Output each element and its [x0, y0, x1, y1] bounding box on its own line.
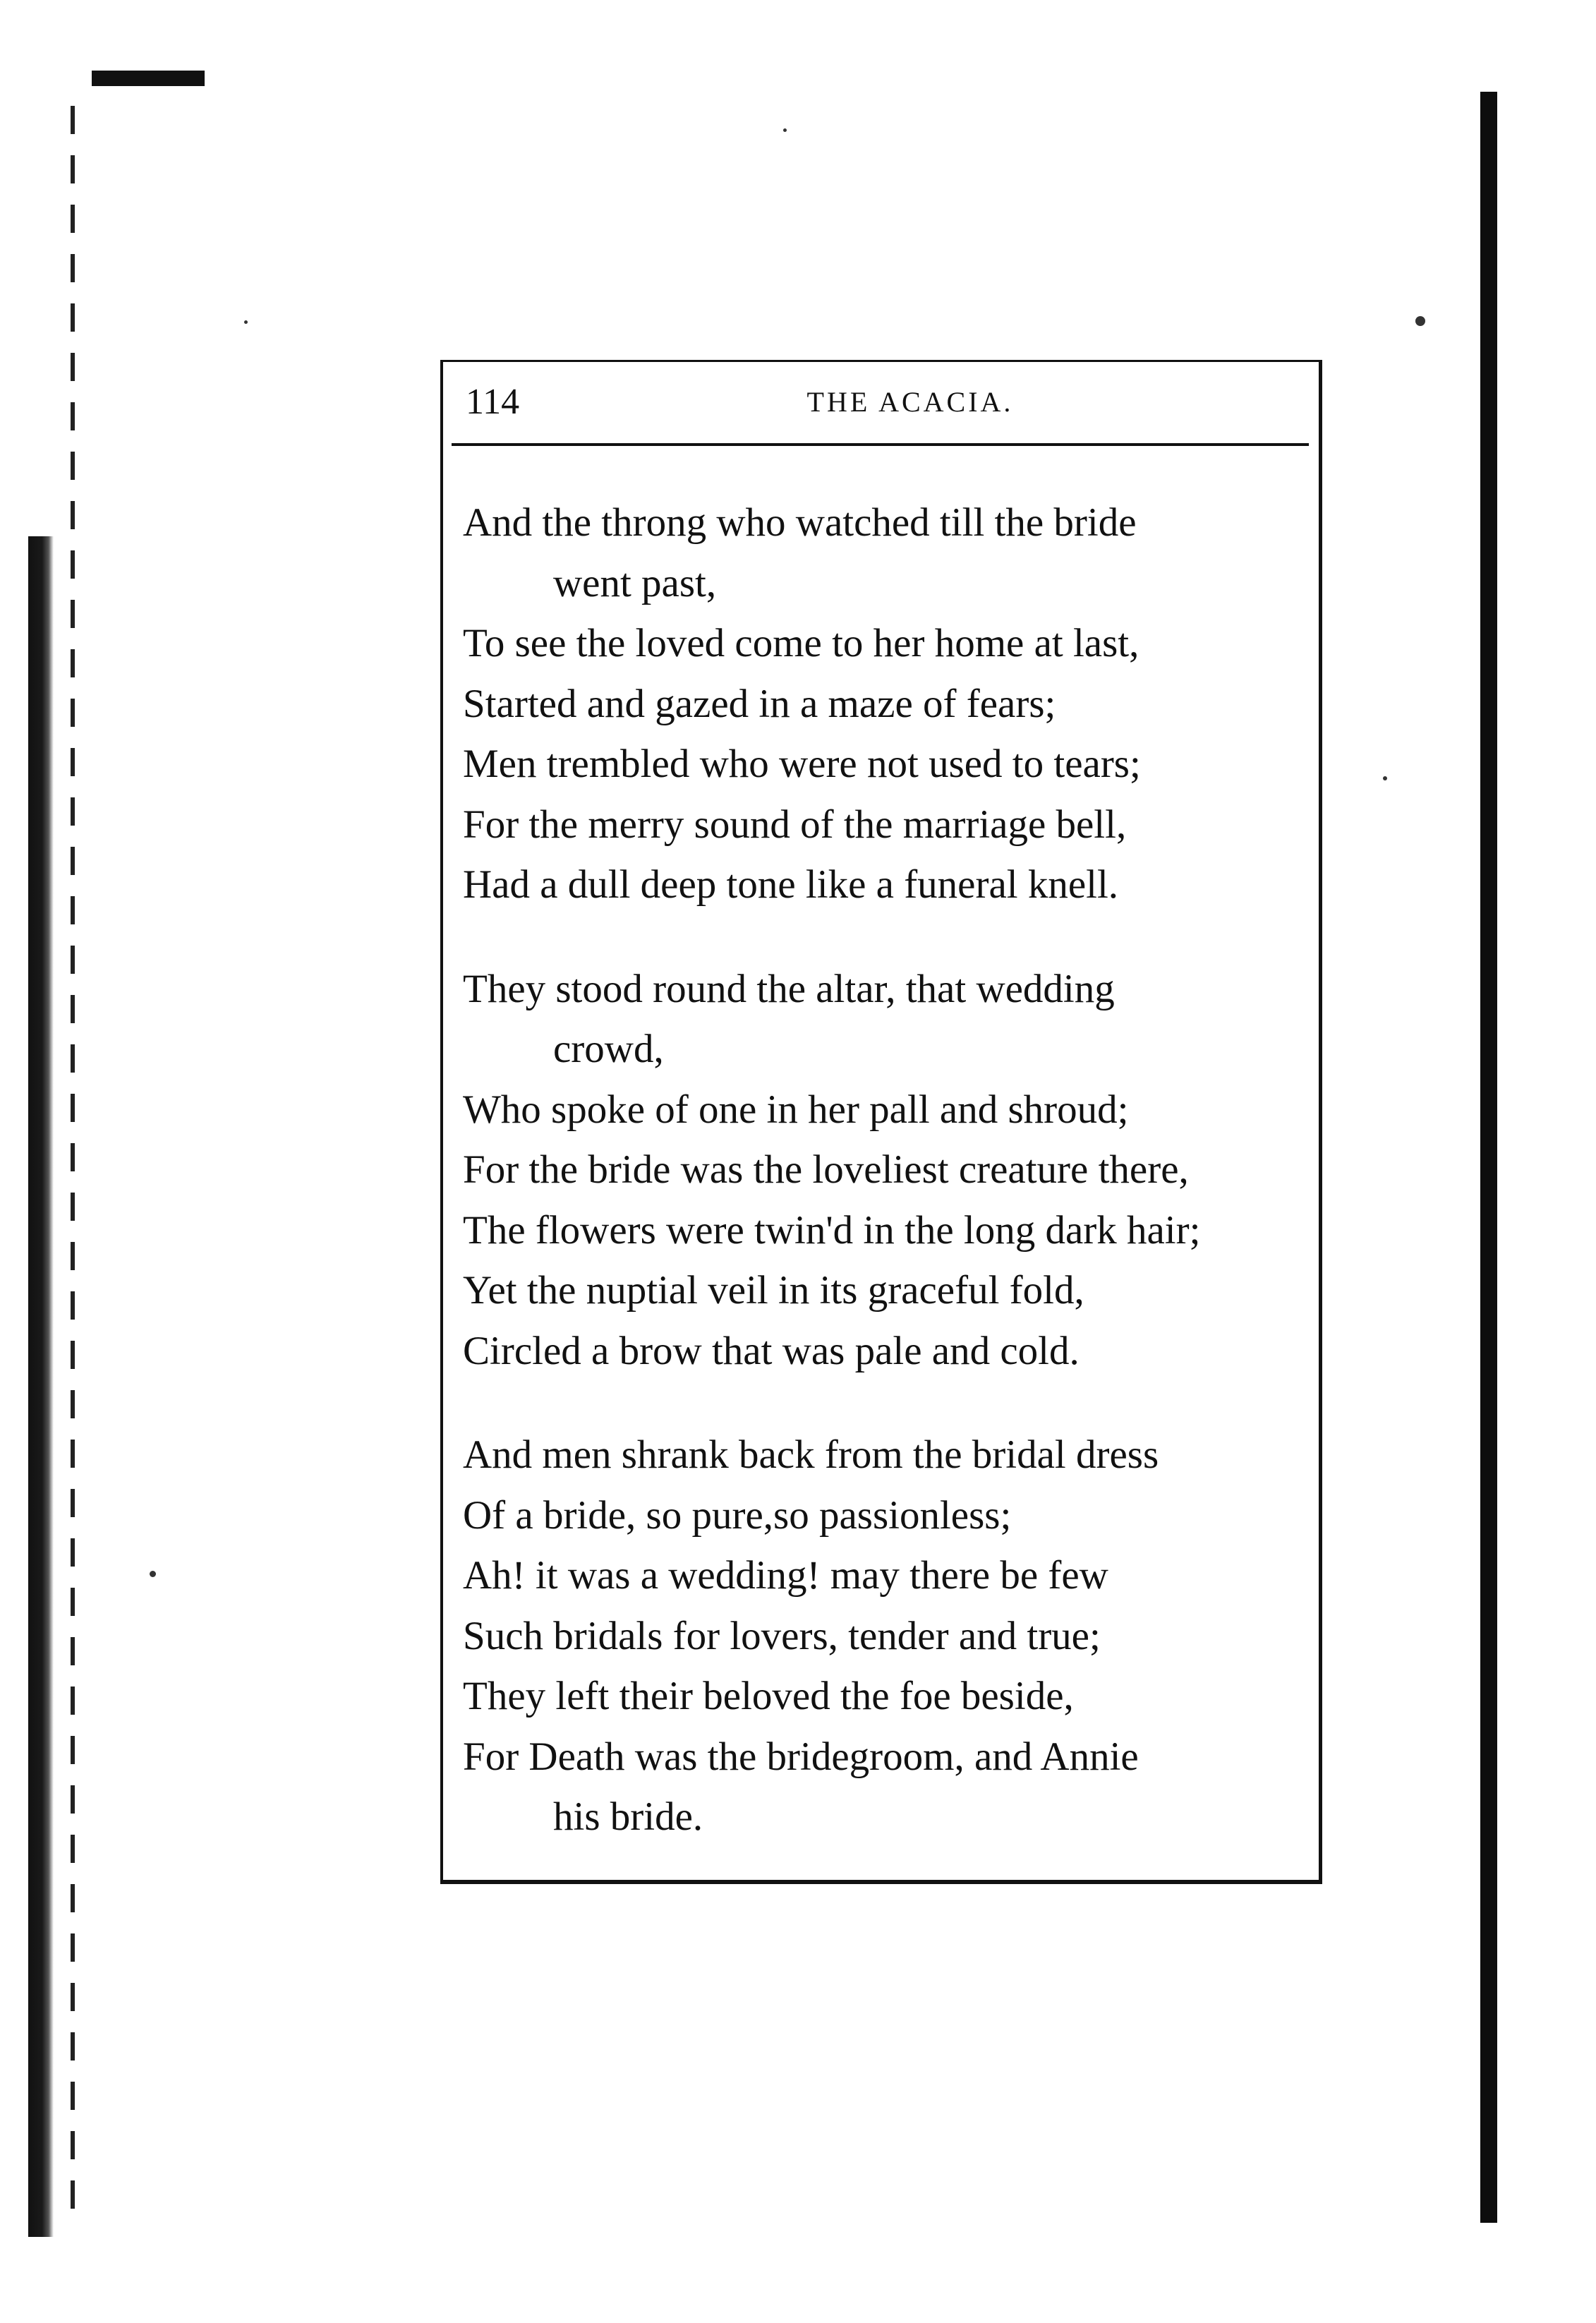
running-head: THE ACACIA. [806, 386, 1014, 418]
poem-line: Had a dull deep tone like a funeral knell. [463, 862, 1119, 907]
poem-line: The flowers were twin'd in the long dark hair; [463, 1207, 1201, 1253]
speck [1383, 776, 1387, 780]
poem-line: To see the loved come to her home at last, [463, 621, 1139, 665]
poem-line: Started and gazed in a maze of fears; [463, 681, 1056, 726]
poem-line: his bride. [553, 1794, 703, 1839]
scan-edge-right [1480, 92, 1497, 2223]
page-number: 114 [466, 382, 520, 422]
poem-line: Such bridals for lovers, tender and true; [463, 1613, 1101, 1658]
speck [783, 128, 787, 132]
poem-line: Ah! it was a wedding! may there be few [463, 1553, 1108, 1598]
poem-line: Yet the nuptial veil in its graceful fold, [463, 1268, 1084, 1313]
poem-line: For Death was the bridegroom, and Annie [463, 1734, 1139, 1779]
poem-line: And the throng who watched till the bride [463, 500, 1137, 545]
scan-edge-left-thin [71, 106, 75, 2223]
poem-line: And men shrank back from the bridal dress [463, 1432, 1159, 1477]
poem-line: For the bride was the loveliest creature there, [463, 1147, 1189, 1192]
scan-edge-top [92, 71, 205, 86]
poem-line: Who spoke of one in her pall and shroud; [463, 1087, 1129, 1132]
speck [1415, 316, 1425, 326]
speck [150, 1571, 156, 1577]
poem-line: For the merry sound of the marriage bell, [463, 802, 1127, 847]
speck [244, 320, 248, 324]
scan-edge-left [28, 536, 54, 2237]
poem-line: went past, [553, 560, 717, 605]
poem-line: Men trembled who were not used to tears; [463, 742, 1141, 786]
stanza-gap [463, 915, 1310, 959]
page-header [466, 378, 1298, 427]
poem-line: crowd, [553, 1027, 664, 1071]
poem-line: Circled a brow that was pale and cold. [463, 1328, 1080, 1373]
poem-line: Of a bride, so pure,so passionless; [463, 1492, 1012, 1538]
header-rule [452, 443, 1309, 446]
poem-body [463, 493, 1310, 1847]
stanza-gap [463, 1381, 1310, 1425]
poem-line: They stood round the altar, that wedding [463, 966, 1115, 1011]
poem-line: They left their beloved the foe beside, [463, 1674, 1074, 1718]
